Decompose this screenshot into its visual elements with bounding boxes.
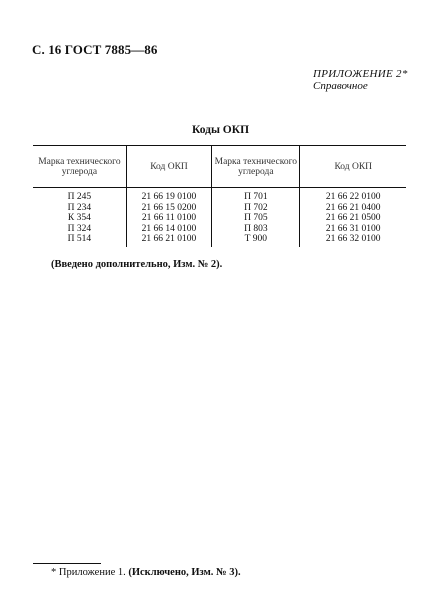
- table-row: [33, 224, 406, 235]
- grade-cell: П 803: [212, 224, 300, 235]
- appendix-subtitle: Справочное: [313, 80, 368, 92]
- footnote-text: * Приложение 1.: [51, 567, 129, 578]
- grade-cell: П 705: [212, 213, 300, 224]
- grade-cell: К 354: [67, 213, 91, 223]
- grade-cell: П 514: [67, 234, 92, 244]
- okp-code-cell: 21 66 11 0100: [126, 213, 211, 224]
- amendment-note: (Введено дополнительно, Изм. № 2).: [51, 259, 223, 270]
- grade-cell: П 245: [67, 192, 92, 202]
- table-title: Коды ОКП: [191, 124, 250, 136]
- table-row: [33, 188, 406, 203]
- okp-code-cell: 21 66 19 0100: [126, 188, 211, 203]
- page-header: С. 16 ГОСТ 7885—86: [32, 42, 158, 57]
- okp-code-cell: 21 66 14 0100: [126, 224, 211, 235]
- footnote-divider: [33, 563, 101, 564]
- table-header-row: [33, 146, 406, 188]
- table-row: [33, 213, 406, 224]
- okp-code-cell: 21 66 21 0500: [300, 213, 406, 224]
- footnote-amendment: (Исключено, Изм. № 3).: [128, 567, 241, 578]
- grade-cell: П 701: [212, 188, 300, 203]
- footnote: [51, 567, 241, 578]
- grade-cell: Т 900: [212, 234, 300, 247]
- grade-cell: П 324: [67, 223, 92, 234]
- appendix-title: ПРИЛОЖЕНИЕ 2*: [313, 68, 408, 80]
- grade-cell: П 702: [212, 203, 300, 214]
- column-header-grade-2: Марка технического углерода: [212, 146, 300, 188]
- okp-code-cell: 21 66 31 0100: [300, 224, 406, 235]
- table-row: [33, 234, 406, 247]
- table-row: [33, 203, 406, 214]
- column-header-grade-1: Марка технического углерода: [33, 146, 126, 188]
- okp-code-cell: 21 66 22 0100: [300, 188, 406, 203]
- grade-cell: П 234: [67, 202, 92, 213]
- okp-codes-table: [33, 145, 406, 247]
- appendix-label: [313, 68, 408, 92]
- okp-code-cell: 21 66 15 0200: [126, 203, 211, 214]
- okp-code-cell: 21 66 21 0100: [126, 234, 211, 247]
- column-header-okp-1: Код ОКП: [126, 146, 211, 188]
- column-header-okp-2: Код ОКП: [300, 146, 406, 188]
- okp-code-cell: 21 66 32 0100: [300, 234, 406, 247]
- okp-code-cell: 21 66 21 0400: [300, 203, 406, 214]
